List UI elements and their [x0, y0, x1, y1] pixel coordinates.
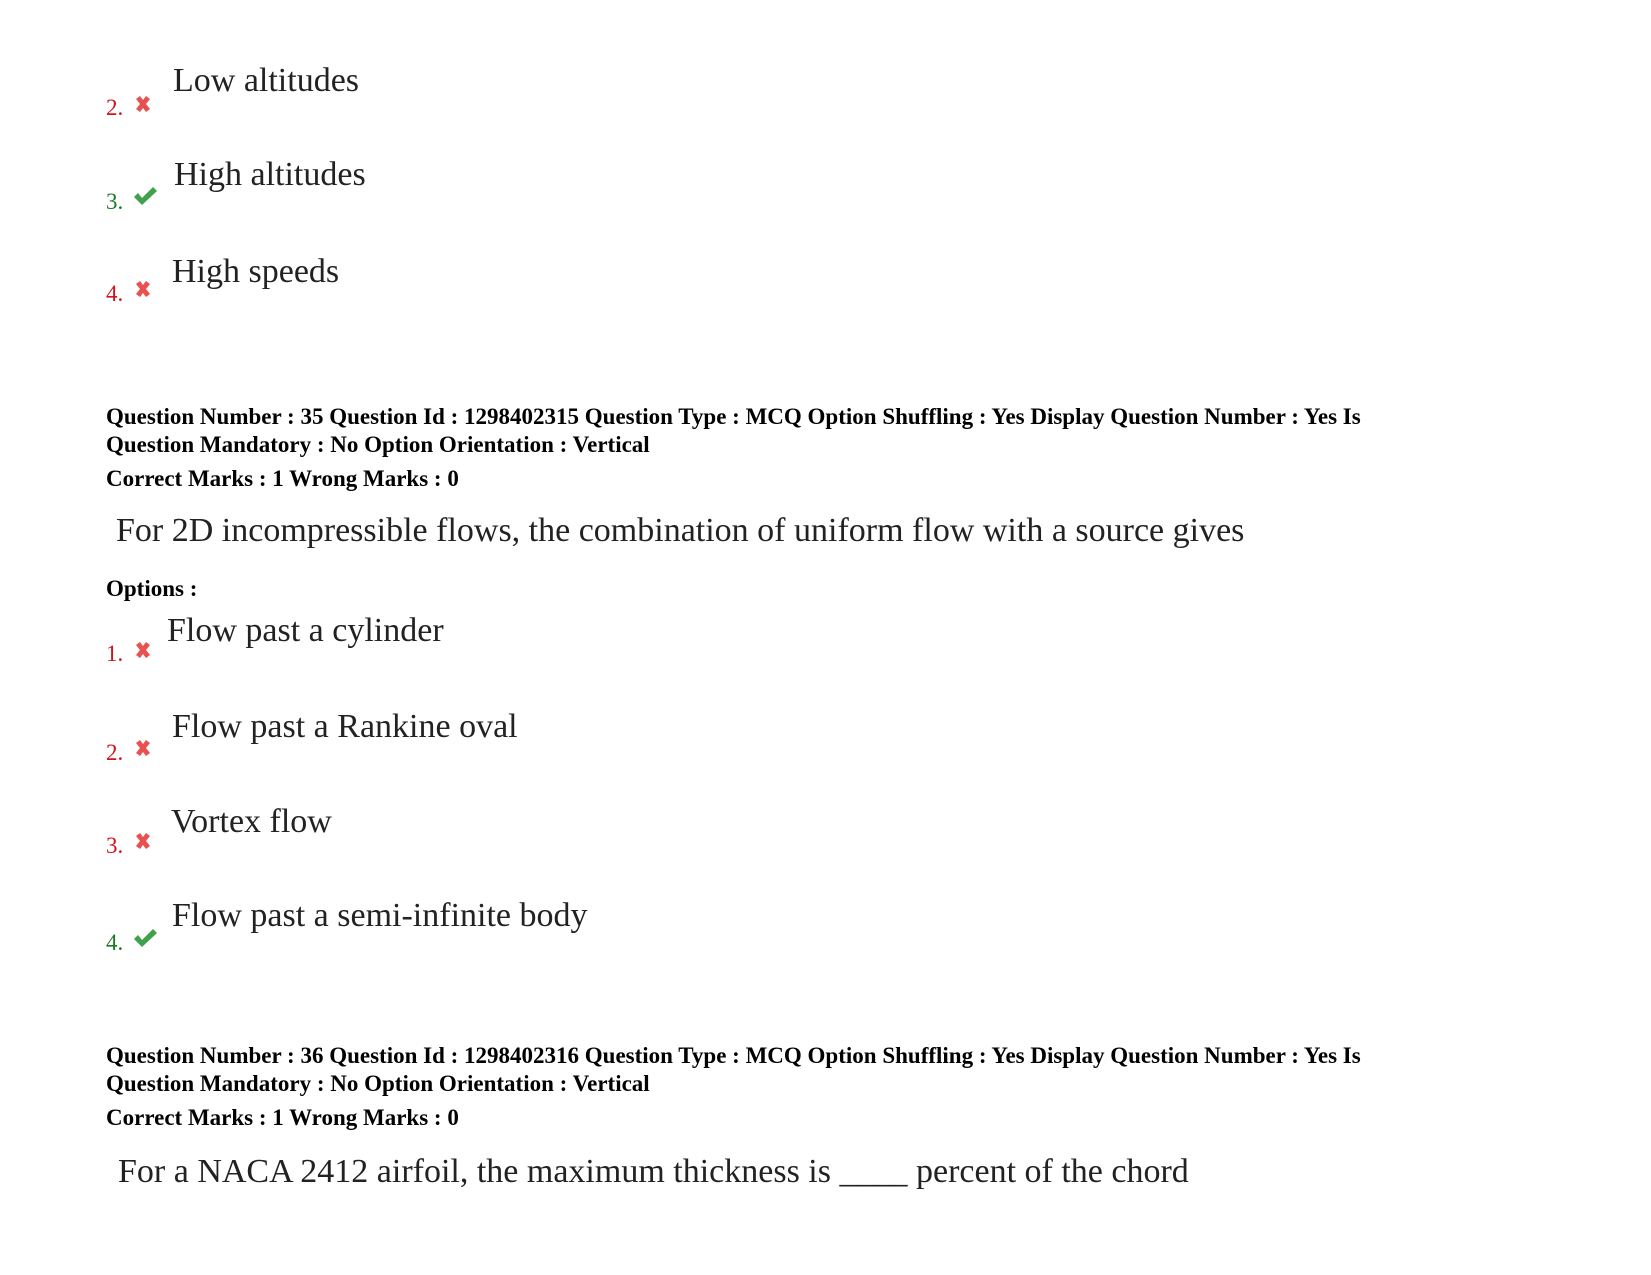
checkmark-icon — [132, 185, 158, 207]
question-meta-line: Question Mandatory : No Option Orientation : Vertical — [106, 1071, 650, 1096]
cross-icon — [132, 639, 154, 661]
option-number: 3. — [106, 189, 124, 214]
option-number: 3. — [106, 833, 124, 858]
question-text: For a NACA 2412 airfoil, the maximum thickness is ____ percent of the chord — [118, 1153, 1189, 1190]
question-meta — [106, 403, 1546, 459]
options-label: Options : — [106, 576, 198, 601]
cross-icon — [132, 278, 154, 300]
question-meta-line: Question Number : 36 Question Id : 1298402316 Question Type : MCQ Option Shuffling : Yes Display Question Number : Yes Is — [106, 1043, 1361, 1068]
option-row — [0, 607, 900, 677]
option-row — [0, 247, 900, 317]
option-number: 1. — [106, 641, 124, 666]
option-row — [0, 703, 900, 773]
option-row — [0, 152, 900, 222]
option-row — [0, 60, 900, 130]
question-marks: Correct Marks : 1 Wrong Marks : 0 — [106, 1105, 459, 1130]
option-text: Flow past a cylinder — [167, 612, 444, 649]
option-row — [0, 893, 900, 963]
option-row — [0, 797, 900, 867]
cross-icon — [132, 93, 154, 115]
option-text: Low altitudes — [173, 62, 360, 99]
cross-icon — [132, 830, 154, 852]
option-number: 2. — [106, 95, 124, 120]
cross-icon — [132, 737, 154, 759]
question-meta — [106, 1042, 1546, 1098]
option-text: High altitudes — [174, 156, 366, 193]
option-text: High speeds — [172, 253, 340, 290]
option-text: Flow past a semi-infinite body — [172, 897, 588, 934]
question-text: For 2D incompressible flows, the combination of uniform flow with a source gives — [116, 512, 1245, 549]
option-text: Vortex flow — [171, 803, 332, 840]
option-number: 4. — [106, 281, 124, 306]
option-number: 4. — [106, 930, 124, 955]
option-number: 2. — [106, 740, 124, 765]
question-meta-line: Question Mandatory : No Option Orientation : Vertical — [106, 432, 650, 457]
checkmark-icon — [132, 927, 158, 949]
option-text: Flow past a Rankine oval — [172, 708, 518, 745]
question-marks: Correct Marks : 1 Wrong Marks : 0 — [106, 466, 459, 491]
question-meta-line: Question Number : 35 Question Id : 1298402315 Question Type : MCQ Option Shuffling : Yes Display Question Number : Yes Is — [106, 404, 1361, 429]
